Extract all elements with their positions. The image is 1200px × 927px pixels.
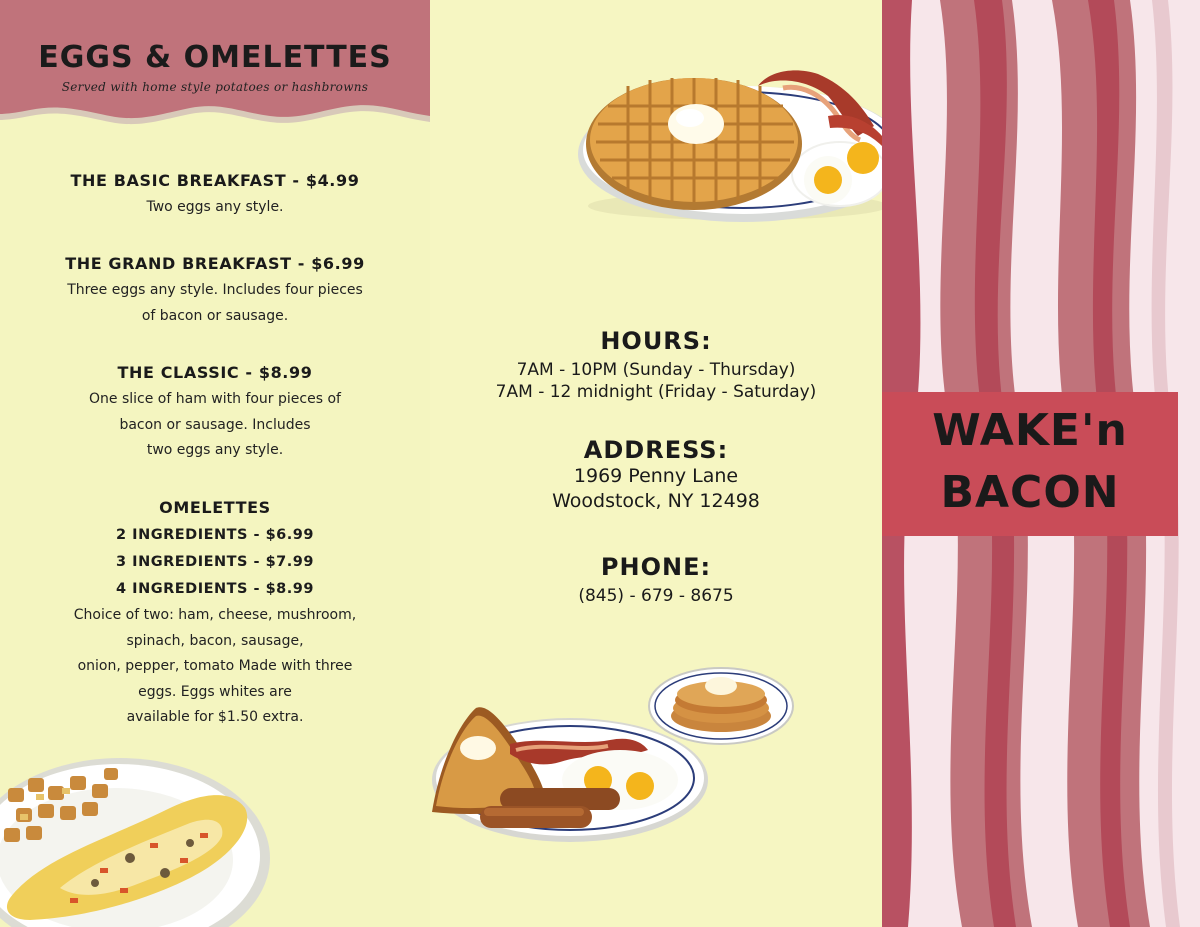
menu-item-title: THE CLASSIC - $8.99 (117, 363, 313, 382)
address-line: Woodstock, NY 12498 (552, 490, 760, 512)
omelette-desc: available for $1.50 extra. (126, 709, 304, 725)
french-toast-plate-image (430, 702, 710, 848)
hours-line: 7AM - 10PM (Sunday - Thursday) (516, 360, 796, 380)
waffle-plate-image (578, 66, 882, 228)
section-subtitle: Served with home style potatoes or hashbrowns (61, 80, 369, 94)
omelette-plate-image (0, 748, 275, 927)
omelette-price: 4 INGREDIENTS - $8.99 (116, 581, 314, 597)
omelette-desc: onion, pepper, tomato Made with three (77, 658, 353, 674)
menu-item-desc: Three eggs any style. Includes four pieces (67, 282, 363, 298)
omelette-price: 3 INGREDIENTS - $7.99 (116, 554, 314, 570)
menu-item-basic (0, 167, 430, 221)
phone-number: (845) - 679 - 8675 (578, 586, 734, 606)
restaurant-logo (882, 400, 1178, 524)
hours-section (430, 327, 882, 403)
address-line: 1969 Penny Lane (573, 465, 739, 487)
phone-title: PHONE: (600, 553, 712, 581)
left-panel (0, 0, 430, 927)
menu-item-omelettes (0, 494, 430, 731)
omelette-price: 2 INGREDIENTS - $6.99 (116, 527, 314, 543)
hours-title: HOURS: (600, 327, 712, 355)
hours-line: 7AM - 12 midnight (Friday - Saturday) (495, 382, 817, 402)
menu-item-grand (0, 250, 430, 329)
menu-item-desc: Two eggs any style. (146, 199, 284, 215)
phone-section (430, 553, 882, 607)
omelettes-title: OMELETTES (159, 498, 271, 517)
section-title: EGGS & OMELETTES (38, 40, 392, 75)
menu-item-desc: One slice of ham with four pieces of (89, 391, 341, 407)
menu-item-desc: bacon or sausage. Includes (119, 416, 311, 433)
menu-item-classic (0, 359, 430, 464)
menu-item-title: THE BASIC BREAKFAST - $4.99 (70, 171, 360, 190)
logo-line-1: WAKE'n (932, 405, 1128, 456)
logo-line-2: BACON (940, 467, 1120, 518)
omelette-desc: eggs. Eggs whites are (138, 683, 292, 700)
omelette-desc: Choice of two: ham, cheese, mushroom, (73, 607, 357, 623)
menu-item-title: THE GRAND BREAKFAST - $6.99 (65, 254, 365, 273)
menu-item-desc: two eggs any style. (146, 442, 284, 458)
omelette-desc: spinach, bacon, sausage, (126, 632, 304, 649)
address-title: ADDRESS: (583, 436, 729, 464)
address-section (430, 436, 882, 514)
menu-item-desc: of bacon or sausage. (141, 307, 289, 324)
